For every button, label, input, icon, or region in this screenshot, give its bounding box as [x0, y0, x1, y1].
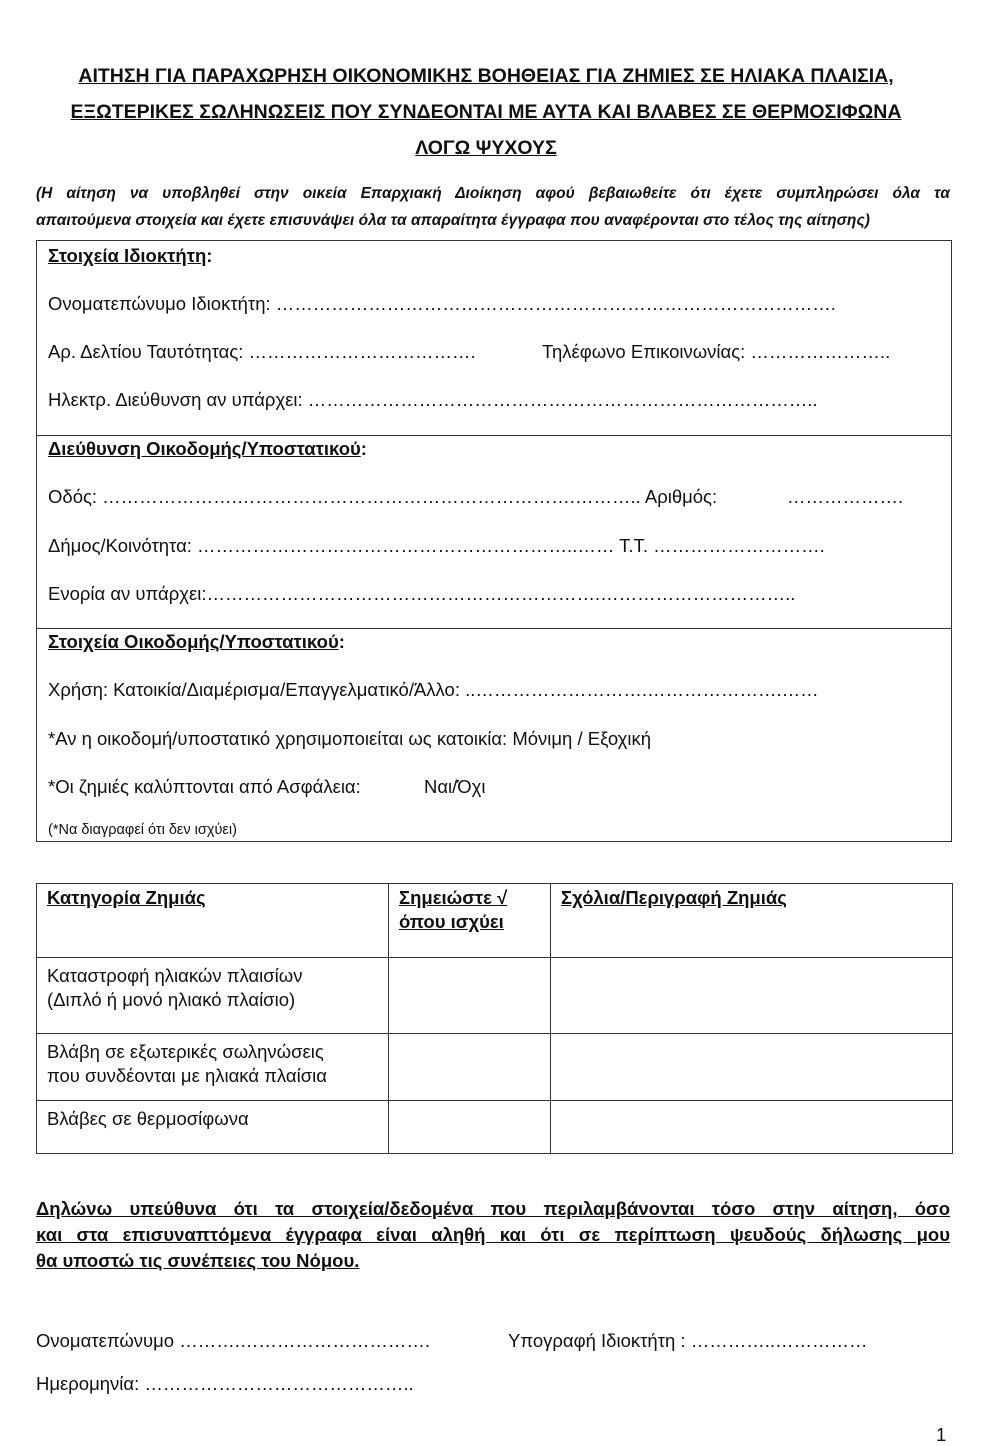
residence-type-field[interactable]: *Αν η οικοδομή/υποστατικό χρησιμοποιείται ως κατοικία: Μόνιμη / Εξοχική — [48, 728, 652, 749]
footnote: (*Να διαγραφεί ότι δεν ισχύει) — [48, 822, 237, 838]
parish-field[interactable]: Ενορία αν υπάρχει:……………………………………………………….………………………….. — [48, 583, 796, 604]
declaration-line-1: Δηλώνω υπεύθυνα ότι τα στοιχεία/δεδομένα που περιλαμβάνονται τόσο στην αίτηση, όσο — [36, 1198, 950, 1219]
table-header-row — [37, 884, 953, 958]
header-check: Σημειώστε √ όπου ισχύει — [389, 884, 551, 958]
title-line-2: ΕΞΩΤΕΡΙΚΕΣ ΣΩΛΗΝΩΣΕΙΣ ΠΟΥ ΣΥΝΔΕΟΝΤΑΙ ΜΕ ΑΥΤΑ ΚΑΙ ΒΛΑΒΕΣ ΣΕ ΘΕΡΜΟΣΙΦΩΝΑ — [70, 101, 902, 123]
divider — [37, 435, 951, 436]
title-line-3: ΛΟΓΩ ΨΥΧΟΥΣ — [415, 137, 557, 159]
damage-category-cell: Καταστροφή ηλιακών πλαισίων (Διπλό ή μονό ηλιακό πλαίσιο) — [37, 958, 389, 1034]
details-box — [36, 240, 952, 842]
damage-category-cell: Βλάβες σε θερμοσίφωνα — [37, 1101, 389, 1154]
comment-cell[interactable] — [551, 958, 953, 1034]
address-heading: Διεύθυνση Οικοδομής/Υποστατικού: — [48, 438, 367, 459]
declaration-line-3: θα υποστώ τις συνέπειες του Νόμου. — [36, 1250, 360, 1271]
owner-id-card-field[interactable]: Αρ. Δελτίου Ταυτότητας: ………………………………. — [48, 341, 476, 362]
check-cell[interactable] — [389, 958, 551, 1034]
declaration — [36, 1196, 950, 1274]
comment-cell[interactable] — [551, 1101, 953, 1154]
owner-fullname-field[interactable]: Ονοματεπώνυμο Ιδιοκτήτη: ………………………………………………………………………………. — [48, 293, 836, 314]
date-field[interactable]: Ημερομηνία: …………………………………….. — [36, 1373, 414, 1394]
insurance-label: *Οι ζημιές καλύπτονται από Ασφάλεια: — [48, 776, 361, 797]
street-field[interactable]: Οδός: ………………….……………………………………………….……….. Αριθμός: — [48, 486, 718, 507]
title-line-1: ΑΙΤΗΣΗ ΓΙΑ ΠΑΡΑΧΩΡΗΣΗ ΟΙΚΟΝΟΜΙΚΗΣ ΒΟΗΘΕΙΑΣ ΓΙΑ ΖΗΜΙΕΣ ΣΕ ΗΛΙΑΚΑ ΠΛΑΙΣΙΑ, — [78, 65, 894, 87]
signature-name-field[interactable]: Ονοματεπώνυμο ……….…………………………. — [36, 1330, 431, 1351]
table-row — [37, 1101, 953, 1154]
owner-heading: Στοιχεία Ιδιοκτήτη: — [48, 245, 213, 266]
header-category: Κατηγορία Ζημιάς — [37, 884, 389, 958]
divider — [37, 628, 951, 629]
form-title — [30, 58, 942, 166]
signature-field[interactable]: Υπογραφή Ιδιοκτήτη : …………..…………… — [508, 1330, 868, 1351]
owner-email-field[interactable]: Ηλεκτρ. Διεύθυνση αν υπάρχει: ……………………………………………………………………….. — [48, 389, 818, 410]
check-cell[interactable] — [389, 1034, 551, 1101]
building-use-field[interactable]: Χρήση: Κατοικία/Διαμέρισμα/Επαγγελματικό/Άλλο: ..……………………….………………….…… — [48, 679, 819, 700]
comment-cell[interactable] — [551, 1034, 953, 1101]
note-line-1: (Η αίτηση να υποβληθεί στην οικεία Επαρχιακή Διοίκηση αφού βεβαιωθείτε ότι έχετε συμπληρώσει όλα τα — [36, 185, 950, 202]
table-row — [37, 958, 953, 1034]
note-line-2: απαιτούμενα στοιχεία και έχετε επισυνάψει όλα τα απαραίτητα έγγραφα που αναφέρονται στο τέλος της αίτησης) — [36, 212, 870, 229]
owner-phone-field[interactable]: Τηλέφωνο Επικοινωνίας: ………………….. — [542, 341, 891, 362]
table-row — [37, 1034, 953, 1101]
damage-category-cell: Βλάβη σε εξωτερικές σωληνώσεις που συνδέονται με ηλιακά πλαίσια — [37, 1034, 389, 1101]
page-number: 1 — [936, 1424, 947, 1445]
municipality-field[interactable]: Δήμος/Κοινότητα: ……………………………………………………..…… Τ.Τ. ………………………. — [48, 535, 825, 556]
header-comments: Σχόλια/Περιγραφή Ζημιάς — [551, 884, 953, 958]
street-number-field[interactable]: ………………. — [787, 486, 904, 507]
check-cell[interactable] — [389, 1101, 551, 1154]
submission-note — [36, 180, 950, 234]
declaration-line-2: και στα επισυναπτόμενα έγγραφα είναι αληθή και ότι σε περίπτωση ψευδούς δήλωσης μου — [36, 1224, 950, 1245]
insurance-options[interactable]: Ναι/Όχι — [424, 776, 486, 797]
building-heading: Στοιχεία Οικοδομής/Υποστατικού: — [48, 631, 345, 652]
damage-table — [36, 883, 953, 1154]
